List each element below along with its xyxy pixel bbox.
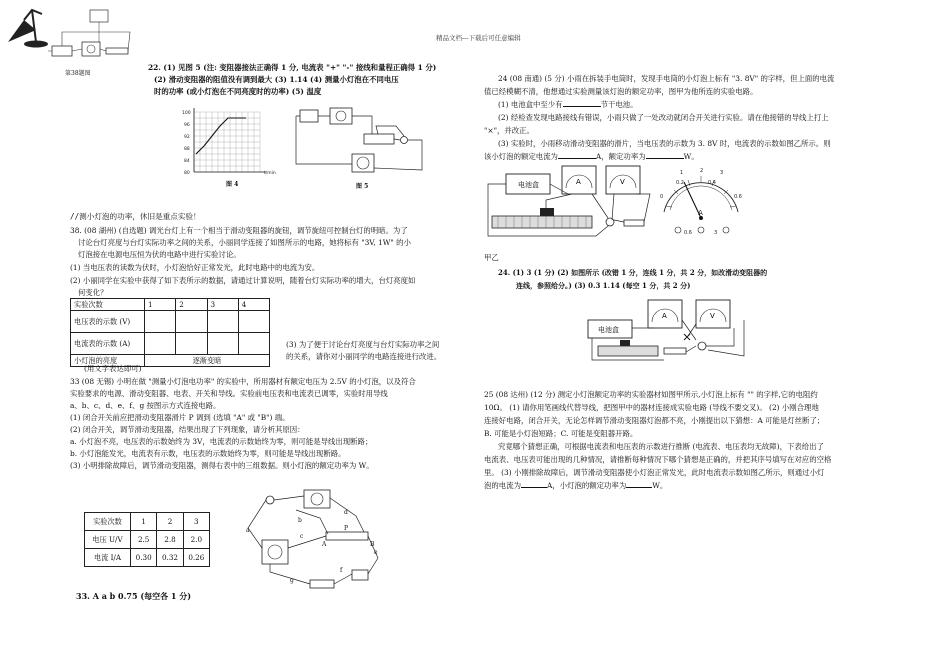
q24-circuit-figure	[484, 160, 654, 252]
svg-text:A: A	[698, 209, 703, 217]
q25-line8	[484, 480, 667, 491]
lamp-figure-caption: 第38题图	[65, 70, 91, 77]
graph-y-tick: 92	[184, 135, 190, 140]
answer-22-line2: (2) 滑动变阻器的阻值没有调到最大 (3) 1.14 (4) 测量小灯泡在不同电压	[154, 75, 399, 84]
q38-line5: (2) 小丽同学在实验中获得了如下表所示的数据，请通过计算说明，随着台灯实际功率的增大，台灯亮度如	[70, 276, 416, 285]
figure-caption: 甲乙	[484, 253, 499, 262]
wire-label: a	[246, 527, 250, 534]
meter-tick: 3	[720, 170, 724, 176]
q24-answer-circuit	[584, 290, 754, 366]
meter-tick: 2	[700, 168, 704, 174]
table-cell: 2	[176, 299, 207, 311]
meter-terminal: 0.6	[684, 230, 692, 236]
table-cell: 0.32	[157, 549, 183, 567]
q38-line1: 38. (08 湖州) (自选题) 调光台灯上有一个相当于滑动变阻器的旋钮，调节旋纽可控制台灯的明暗。为了	[70, 226, 408, 235]
wire-label: d	[344, 509, 348, 516]
q24-line3-text: (1) 电池盒中至少有	[498, 100, 563, 109]
q24-answer-line2: 连线，参照给分。) (3) 0.3 1.14 (每空 1 分，共 2 分)	[516, 281, 691, 290]
q24-line6: (3) 实验时，小雨移动滑动变阻器的滑片，当电压表的示数为 3. 8V 时，电流表的示数如图乙所示。则	[498, 139, 831, 148]
q24-line1: 24 (08 南通) (5 分) 小雨在拆装手电筒时，发现手电筒的小灯泡上标有 "3. 8V" 的字样，但上面的电流	[498, 74, 835, 83]
q38-data-table	[70, 298, 270, 367]
q33-line8: (3) 小明排除故障后，调节滑动变阻器，测得右表中的三组数据。则小灯泡的额定功率为 W。	[70, 461, 374, 470]
graph-y-tick: 84	[184, 159, 190, 164]
graph-y-tick: 80	[184, 171, 190, 176]
svg-text:A: A	[662, 312, 667, 320]
q38-line8: 的关系，请你对小丽同学的电路连接进行改进。	[286, 352, 442, 361]
table-cell: 电压表的示数 (V)	[71, 311, 145, 333]
q24-line2: 值已经模糊不清，他想通过实验测量该灯泡的额定功率，图甲为他所连的实验电路。	[484, 87, 758, 96]
wire-label: e	[374, 549, 378, 556]
q24-line7-text-3: W。	[683, 152, 699, 161]
wire-label: c	[300, 533, 304, 540]
wire-label: A	[322, 541, 327, 548]
table-cell: 实验次数	[71, 299, 145, 311]
handwritten-note: //测小灯泡的功率，休旧是重点实验！	[70, 212, 201, 221]
q33-line1: 33 (08 无锡) 小明在做 "测量小灯泡电功率" 的实验中，所用器材有额定电压为 2.5V 的小灯泡，以及符合	[70, 377, 416, 386]
q25-line8-text-3: W。	[652, 481, 668, 490]
q38-line4: (1) 当电压表的读数为伏时，小灯泡恰好正常发光，此时电路中的电流为安。	[70, 263, 320, 272]
table-cell: 2.0	[183, 531, 209, 549]
q33-line6: a. 小灯泡不亮，电压表的示数始终为 3V，电流表的示数始终为零，则可能是导线出现断路；	[70, 437, 373, 446]
q24-line3-text-end: 节干电池。	[600, 100, 638, 109]
q38-line6: 何变化？	[78, 288, 108, 297]
q33-line2: 实验要求的电源、滑动变阻器、电表、开关和导线。实验前电压表和电流表已调零，实验时用导线	[70, 389, 388, 398]
meter-tick: 0.6	[734, 194, 742, 200]
table-cell: 小灯泡的亮度	[71, 355, 145, 367]
q24-answer-line1: 24. (1) 3 (1 分) (2) 如图所示 (改错 1 分，连线 1 分，共 2 分，如改滑动变阻器的	[498, 268, 768, 277]
meter-tick: 0.4	[708, 180, 716, 186]
q25-line8-text-2: A，小灯泡的额定功率为	[546, 481, 627, 490]
q33-line3: a、b、c、d、e、f、g 按图示方式连接电路。	[70, 401, 221, 410]
answer-22-line1: 22. (1) 见图 5 (注: 变阻器接法正确得 1 分, 电流表 "+" "-" 接线和量程正确得 1 分)	[148, 63, 437, 72]
table-cell: 2	[157, 513, 183, 531]
answer-blank	[646, 152, 684, 159]
ammeter-dial-figure	[656, 168, 746, 238]
table-cell: 0.30	[131, 549, 157, 567]
q33-line5: (2) 闭合开关，调节滑动变阻器，结果出现了下列现象，请分析其原因：	[70, 425, 305, 434]
table-cell: 0.26	[183, 549, 209, 567]
figure-4-label: 图 4	[226, 181, 239, 188]
q24-line3	[498, 99, 638, 110]
answer-22-line3: 时的功率 (或小灯泡在不同亮度时的功率) (5) 温度	[154, 87, 322, 96]
q33-data-table	[84, 512, 210, 567]
table-cell: 1	[131, 513, 157, 531]
graph-unit: t/min	[264, 171, 276, 176]
svg-text:A: A	[576, 178, 581, 186]
figure-5-label: 图 5	[356, 183, 369, 190]
table-cell: 逐渐变暗	[145, 355, 270, 367]
temperature-graph	[180, 108, 280, 178]
q33-answer: 33. A a b 0.75 (每空各 1 分)	[76, 591, 192, 601]
table-cell: 电压 U/V	[85, 531, 131, 549]
table-cell: 3	[183, 513, 209, 531]
table-cell: 2.5	[131, 531, 157, 549]
page-header: 精品文档---下载后可任意编辑	[436, 34, 521, 42]
q24-line7-text-2: A，额定功率为	[595, 152, 646, 161]
answer-blank	[563, 100, 601, 107]
q33-line4: (1) 闭合开关前应把滑动变阻器滑片 P 调到 (选填 "A" 或 "B") 端。	[70, 413, 290, 422]
q24-line5: "×"，并改正。	[484, 126, 534, 135]
q33-circuit-figure	[240, 488, 390, 600]
wire-label: B	[370, 541, 375, 548]
graph-y-tick: 88	[184, 147, 190, 152]
svg-text:V: V	[620, 178, 625, 186]
answer-blank	[521, 481, 547, 488]
figure-5-circuit	[292, 104, 432, 180]
q25-line5: 究竟哪个猜想正确，可根据电流表和电压表的示数进行推断 (电流表、电压表均无故障)，下表给出了	[498, 442, 824, 451]
q25-line3: 连接好电路，闭合开关，无论怎样调节滑动变阻器灯泡都不亮，小刚提出以下猜想：A 可能是灯丝断了；	[484, 416, 825, 425]
table-cell: 1	[145, 299, 176, 311]
desk-lamp-figure	[2, 2, 132, 72]
answer-blank	[558, 152, 596, 159]
table-cell: 4	[238, 299, 269, 311]
q25-line7: 里。 (3) 小刚排除故障后，调节滑动变阻器使小灯泡正常发光，此时电流表示数如图乙所示，则通过小灯	[484, 468, 825, 477]
meter-tick: 1	[680, 170, 684, 176]
q25-line8-text: 泡的电流为	[484, 481, 521, 490]
q25-line2: 10Ω。 (1) 请你用笔画线代替导线，把图甲中的器材连接成实验电路 (导线不要交叉)。 (2) 小刚合理地	[484, 403, 819, 412]
q24-line7-text: 该小灯泡的额定电流为	[484, 152, 558, 161]
q25-line6: 电流表、电压表可能出现的几种情况，请推断每种情况下哪个猜想是正确的，并把其序号填写在对应的空格	[484, 455, 832, 464]
table-cell: 2.8	[157, 531, 183, 549]
wire-label: f	[340, 567, 343, 574]
svg-text:V: V	[710, 312, 715, 320]
meter-terminal: 3	[714, 230, 718, 236]
q25-line4: B. 可能是小灯泡短路；C. 可能是变阻器开路。	[484, 429, 638, 438]
q33-line7: b. 小灯泡能发光，电流表有示数，电压表的示数始终为零，则可能是导线出现断路。	[70, 449, 346, 458]
q38-line2: 讨论台灯亮度与台灯实际功率之间的关系，小丽同学连接了如图所示的电路，她将标有 "3V, 1W" 的小	[78, 238, 411, 247]
table-cell: 电流表的示数 (A)	[71, 333, 145, 355]
wire-label: g	[290, 577, 294, 584]
q25-line1: 25 (08 达州) (12 分) 测定小灯泡额定功率的实验器材如图甲所示,小灯泡上标有 "" 的字样,它的电阻约	[484, 390, 818, 399]
table-cell: 3	[207, 299, 238, 311]
table-cell: 实验次数	[85, 513, 131, 531]
wire-label: P	[344, 525, 349, 532]
q38-line3: 灯泡接在电源电压恒为伏的电路中进行实验讨论。	[78, 250, 241, 259]
q38-line9: (用文字表达即可)	[84, 364, 142, 373]
answer-blank	[626, 481, 652, 488]
graph-y-tick: 96	[184, 123, 190, 128]
q24-line4: (2) 经检查发现电路接线有错误，小雨只做了一处改动就闭合开关进行实验。请在他接错的导线上打上	[498, 113, 829, 122]
battery-label: 电池盒	[518, 181, 539, 189]
wire-label: b	[298, 517, 302, 524]
meter-tick: 0	[660, 194, 664, 200]
graph-y-tick: 100	[182, 111, 191, 116]
q38-line7: (3) 为了便于讨论台灯亮度与台灯实际功率之间	[286, 340, 440, 349]
meter-tick: 0.2	[676, 180, 684, 186]
battery-label: 电池盒	[598, 326, 619, 334]
table-cell: 电流 I/A	[85, 549, 131, 567]
